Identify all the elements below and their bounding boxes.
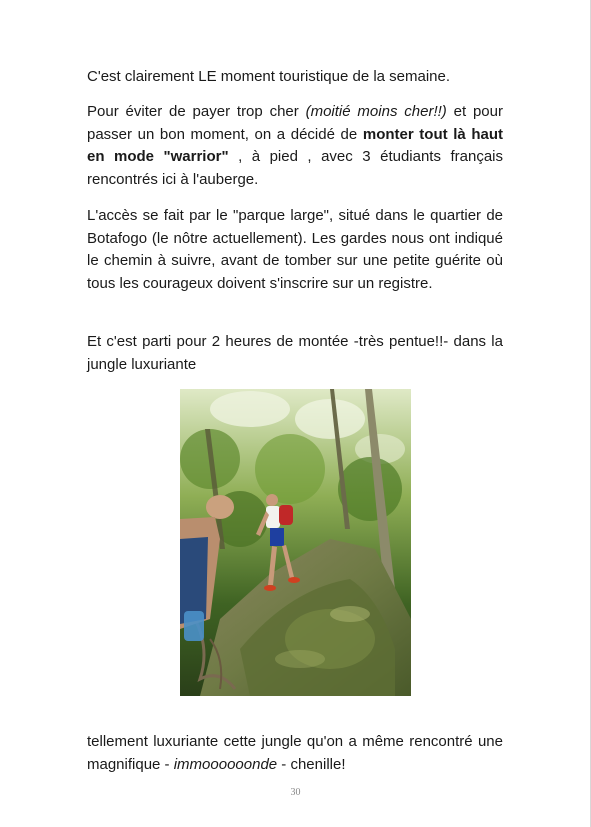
paragraph-plan-text-b: et pour passer un bon moment, on a décidé de <box>87 103 503 143</box>
paragraph-access-text: L'accès se fait par le "parque large", situé dans le quartier de Botafogo (le nôtre actuellement). Les gardes nous ont indiqué le chemin à suivre, avant de tomber sur une petite guérite où tous les courageux doivent s'inscrire sur un registre. <box>87 207 503 292</box>
paragraph-plan <box>87 101 503 191</box>
jungle-hike-illustration <box>180 389 411 696</box>
paragraph-intro-text: C'est clairement LE moment touristique de la semaine. <box>87 68 451 85</box>
paragraph-plan-text-a: Pour éviter de payer trop cher <box>87 103 306 120</box>
paragraph-plan-italic: (moitié moins cher!!) <box>305 103 447 120</box>
paragraph-caterpillar-text-b: - chenille! <box>277 755 346 773</box>
paragraph-plan-text-c: , à pied , avec 3 étudiants français rencontrés ici à l'auberge. <box>87 148 503 188</box>
paragraph-caterpillar <box>87 731 503 776</box>
paragraph-caterpillar-italic: immoooooonde <box>173 755 278 773</box>
paragraph-plan-bold: monter tout là haut en mode "warrior" <box>87 125 504 165</box>
paragraph-caterpillar-text-a: tellement luxuriante cette jungle qu'on a même rencontré une magnifique - <box>87 733 503 773</box>
paragraph-intro <box>87 66 503 89</box>
paragraph-access <box>87 205 503 295</box>
page-number: 30 <box>290 787 301 798</box>
paragraph-climb-text: Et c'est parti pour 2 heures de montée -très pentue!!- dans la jungle luxuriante <box>87 333 503 373</box>
jungle-hike-photo <box>180 389 411 696</box>
paragraph-climb <box>87 331 503 376</box>
